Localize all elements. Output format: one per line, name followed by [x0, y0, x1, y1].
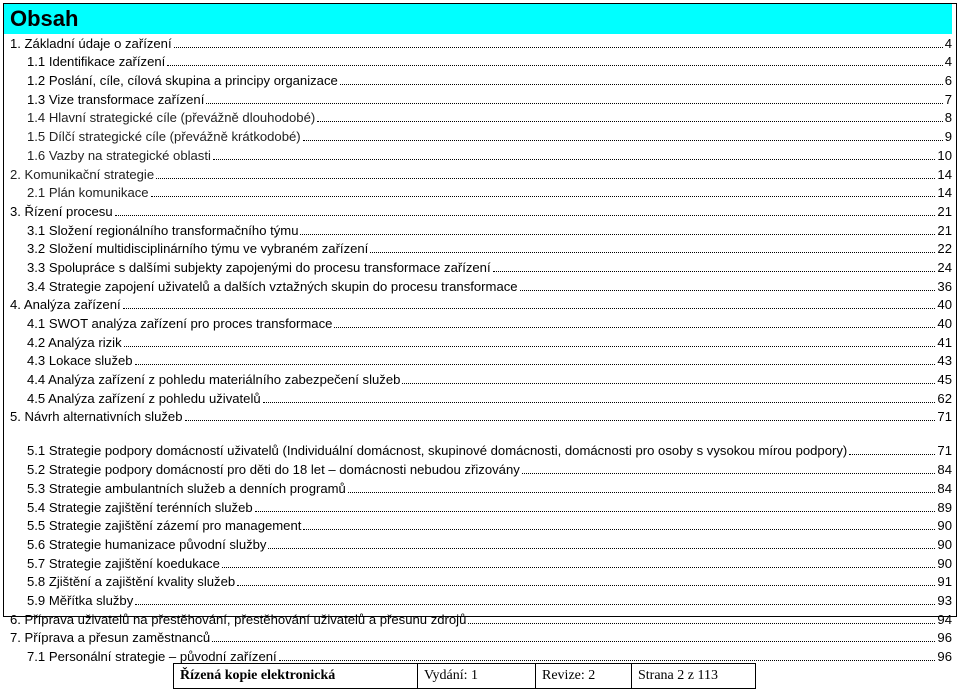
toc-entry-label[interactable]: 4.3 Lokace služeb: [27, 353, 133, 369]
toc-entry[interactable]: [10, 496, 952, 515]
toc-dot-leader: [213, 159, 936, 160]
toc-entry-label[interactable]: 6. Příprava uživatelů na přestěhování, přestěhování uživatelů a přesunu zdrojů: [10, 611, 467, 627]
toc-page-number[interactable]: 41: [937, 334, 952, 350]
toc-dot-leader: [300, 234, 935, 235]
toc-entry-label[interactable]: 5.1 Strategie podpory domácností uživatelů (Individuální domácnost, skupinové domácnosti, domácnosti pro osoby s vysokou mírou podpory): [27, 443, 848, 459]
toc-entry-label[interactable]: 5.6 Strategie humanizace původní služby: [27, 536, 267, 552]
toc-list: [10, 32, 952, 664]
toc-page-number[interactable]: 36: [937, 278, 952, 294]
toc-entry[interactable]: [10, 32, 952, 51]
toc-entry-label[interactable]: 1.6 Vazby na strategické oblasti: [27, 147, 211, 163]
toc-entry-label[interactable]: 5.4 Strategie zajištění terénních služeb: [27, 499, 253, 515]
toc-dot-leader: [124, 346, 936, 347]
toc-dot-leader: [468, 623, 935, 624]
toc-page-number[interactable]: 71: [937, 409, 952, 425]
toc-entry[interactable]: [10, 608, 952, 627]
toc-page-number[interactable]: 89: [937, 499, 952, 515]
toc-entry-label[interactable]: 5.2 Strategie podpory domácností pro děti do 18 let – domácnosti nebudou zřizovány: [27, 462, 520, 478]
toc-entry[interactable]: [10, 645, 952, 664]
toc-entry-label[interactable]: 5.8 Zjištění a zajištění kvality služeb: [27, 574, 236, 590]
toc-entry[interactable]: [10, 533, 952, 552]
toc-entry-label[interactable]: 4.5 Analýza zařízení z pohledu uživatelů: [27, 390, 261, 406]
toc-dot-leader: [849, 454, 935, 455]
toc-dot-leader: [174, 47, 943, 48]
toc-page-number[interactable]: 93: [937, 592, 952, 608]
toc-entry-label[interactable]: 2. Komunikační strategie: [10, 166, 155, 182]
toc-entry-label[interactable]: 5.7 Strategie zajištění koedukace: [27, 555, 220, 571]
footer-page: Strana 2 z 113: [632, 664, 756, 689]
toc-dot-leader: [268, 548, 935, 549]
toc-entry[interactable]: [10, 515, 952, 534]
toc-dot-leader: [370, 252, 935, 253]
toc-page-number[interactable]: 10: [937, 147, 952, 163]
toc-entry-label[interactable]: 3. Řízení procesu: [10, 203, 113, 219]
toc-page-number[interactable]: 21: [937, 203, 952, 219]
toc-page-number[interactable]: 14: [937, 166, 952, 182]
toc-entry[interactable]: [10, 589, 952, 608]
toc-page-number[interactable]: 45: [937, 372, 952, 388]
toc-dot-leader: [348, 492, 936, 493]
footer-doc-type: Řízená kopie elektronická: [174, 664, 418, 689]
toc-page-number[interactable]: 6: [944, 73, 952, 89]
toc-entry[interactable]: [10, 51, 952, 70]
toc-entry-label[interactable]: 1.2 Poslání, cíle, cílová skupina a principy organizace: [27, 73, 338, 89]
toc-entry[interactable]: [10, 552, 952, 571]
toc-page-number[interactable]: 71: [937, 443, 952, 459]
footer-table: [173, 663, 756, 689]
toc-page-number[interactable]: 62: [937, 390, 952, 406]
toc-dot-leader: [206, 103, 942, 104]
toc-entry[interactable]: [10, 125, 952, 144]
toc-page-number[interactable]: 4: [944, 54, 952, 70]
toc-entry[interactable]: [10, 182, 952, 201]
toc-entry[interactable]: [10, 69, 952, 88]
toc-dot-leader: [263, 402, 936, 403]
toc-entry-label[interactable]: 4.4 Analýza zařízení z pohledu materiálního zabezpečení služeb: [27, 372, 401, 388]
toc-entry-label[interactable]: 3.2 Složení multidisciplinárního týmu ve vybraném zařízení: [27, 241, 369, 257]
toc-entry-label[interactable]: 2.1 Plán komunikace: [27, 185, 149, 201]
toc-entry[interactable]: [10, 219, 952, 238]
toc-entry-label[interactable]: 4.2 Analýza rizik: [27, 334, 122, 350]
toc-entry[interactable]: [10, 107, 952, 126]
toc-page-number[interactable]: 84: [937, 480, 952, 496]
toc-page-number[interactable]: 24: [937, 259, 952, 275]
toc-page-number[interactable]: 90: [937, 536, 952, 552]
toc-entry[interactable]: [10, 387, 952, 406]
toc-dot-leader: [255, 511, 936, 512]
toc-dot-leader: [334, 327, 935, 328]
footer-revision: Revize: 2: [536, 664, 632, 689]
toc-dot-leader: [317, 121, 942, 122]
toc-entry-label[interactable]: 5.5 Strategie zajištění zázemí pro management: [27, 518, 302, 534]
toc-entry[interactable]: [10, 571, 952, 590]
toc-entry[interactable]: [10, 477, 952, 496]
toc-page-number[interactable]: 96: [937, 630, 952, 646]
toc-page-number[interactable]: 14: [937, 185, 952, 201]
toc-entry-label[interactable]: 7.1 Personální strategie – původní zařízení: [27, 649, 277, 664]
toc-dot-leader: [156, 178, 935, 179]
toc-dot-leader: [520, 290, 936, 291]
footer-issue: Vydání: 1: [418, 664, 536, 689]
toc-dot-leader: [185, 420, 936, 421]
toc-page-number[interactable]: 40: [937, 316, 952, 331]
toc-entry-label[interactable]: 7. Příprava a přesun zaměstnanců: [10, 630, 211, 646]
toc-entry[interactable]: [10, 406, 952, 425]
toc-page-number[interactable]: 7: [944, 91, 952, 107]
toc-entry[interactable]: [10, 294, 952, 313]
toc-dot-leader: [522, 473, 936, 474]
toc-page-number[interactable]: 8: [944, 110, 952, 126]
toc-page-number[interactable]: 91: [937, 574, 952, 590]
toc-page-number[interactable]: 9: [944, 129, 952, 145]
toc-dot-leader: [135, 364, 936, 365]
toc-dot-leader: [212, 641, 935, 642]
toc-entry[interactable]: [10, 350, 952, 369]
toc-dot-leader: [115, 215, 936, 216]
toc-entry-label[interactable]: 3.3 Spolupráce s dalšími subjekty zapojenými do procesu transformace zařízení: [27, 259, 491, 275]
toc-dot-leader: [279, 660, 936, 661]
toc-entry[interactable]: [10, 88, 952, 107]
toc-dot-leader: [303, 529, 935, 530]
toc-entry[interactable]: [10, 163, 952, 182]
toc-entry-label[interactable]: 4.1 SWOT analýza zařízení pro proces transformace: [27, 316, 333, 331]
toc-entry-label[interactable]: 1.1 Identifikace zařízení: [27, 54, 166, 70]
toc-dot-leader: [167, 65, 942, 66]
toc-entry-label[interactable]: 1.5 Dílčí strategické cíle (převážně krátkodobé): [27, 129, 301, 145]
toc-entry[interactable]: [10, 331, 952, 350]
toc-entry[interactable]: [10, 424, 952, 458]
toc-dot-leader: [151, 196, 936, 197]
toc-entry[interactable]: [10, 238, 952, 257]
toc-page-number[interactable]: 21: [937, 222, 952, 238]
toc-entry[interactable]: [10, 627, 952, 646]
toc-page-number[interactable]: 90: [937, 555, 952, 571]
toc-entry-label[interactable]: 5. Návrh alternativních služeb: [10, 409, 183, 425]
toc-entry[interactable]: [10, 144, 952, 163]
toc-entry-label[interactable]: 4. Analýza zařízení: [10, 297, 121, 313]
toc-dot-leader: [303, 140, 943, 141]
toc-page-number[interactable]: 96: [937, 649, 952, 664]
toc-entry[interactable]: [10, 368, 952, 387]
toc-entry-label[interactable]: 1.4 Hlavní strategické cíle (převážně dlouhodobé): [27, 110, 316, 126]
toc-entry[interactable]: [10, 256, 952, 275]
toc-entry[interactable]: [10, 312, 952, 331]
toc-page-number[interactable]: 94: [937, 611, 952, 627]
toc-dot-leader: [135, 604, 935, 605]
toc-dot-leader: [222, 567, 936, 568]
toc-entry[interactable]: [10, 200, 952, 219]
toc-page-number[interactable]: 43: [937, 353, 952, 369]
toc-entry-label[interactable]: 3.1 Složení regionálního transformačního týmu: [27, 222, 299, 238]
toc-page-number[interactable]: 90: [937, 518, 952, 534]
toc-page-number[interactable]: 22: [937, 241, 952, 257]
toc-dot-leader: [493, 271, 936, 272]
toc-entry-label[interactable]: 5.3 Strategie ambulantních služeb a denních programů: [27, 480, 346, 496]
toc-dot-leader: [237, 585, 935, 586]
toc-page-number[interactable]: 84: [937, 462, 952, 478]
toc-page-number[interactable]: 40: [937, 297, 952, 313]
toc-dot-leader: [402, 383, 935, 384]
toc-entry-label[interactable]: 1.3 Vize transformace zařízení: [27, 91, 205, 107]
toc-entry-label[interactable]: 5.9 Měřítka služby: [27, 592, 134, 608]
page-title: Obsah: [4, 4, 952, 34]
toc-entry-label[interactable]: 1. Základní údaje o zařízení: [10, 35, 172, 51]
toc-entry[interactable]: [10, 458, 952, 477]
toc-entry[interactable]: [10, 275, 952, 294]
toc-dot-leader: [340, 84, 943, 85]
toc-entry-label[interactable]: 3.4 Strategie zapojení uživatelů a dalších vztažných skupin do procesu transformace: [27, 278, 518, 294]
toc-dot-leader: [123, 308, 936, 309]
toc-page-number[interactable]: 4: [944, 35, 952, 51]
